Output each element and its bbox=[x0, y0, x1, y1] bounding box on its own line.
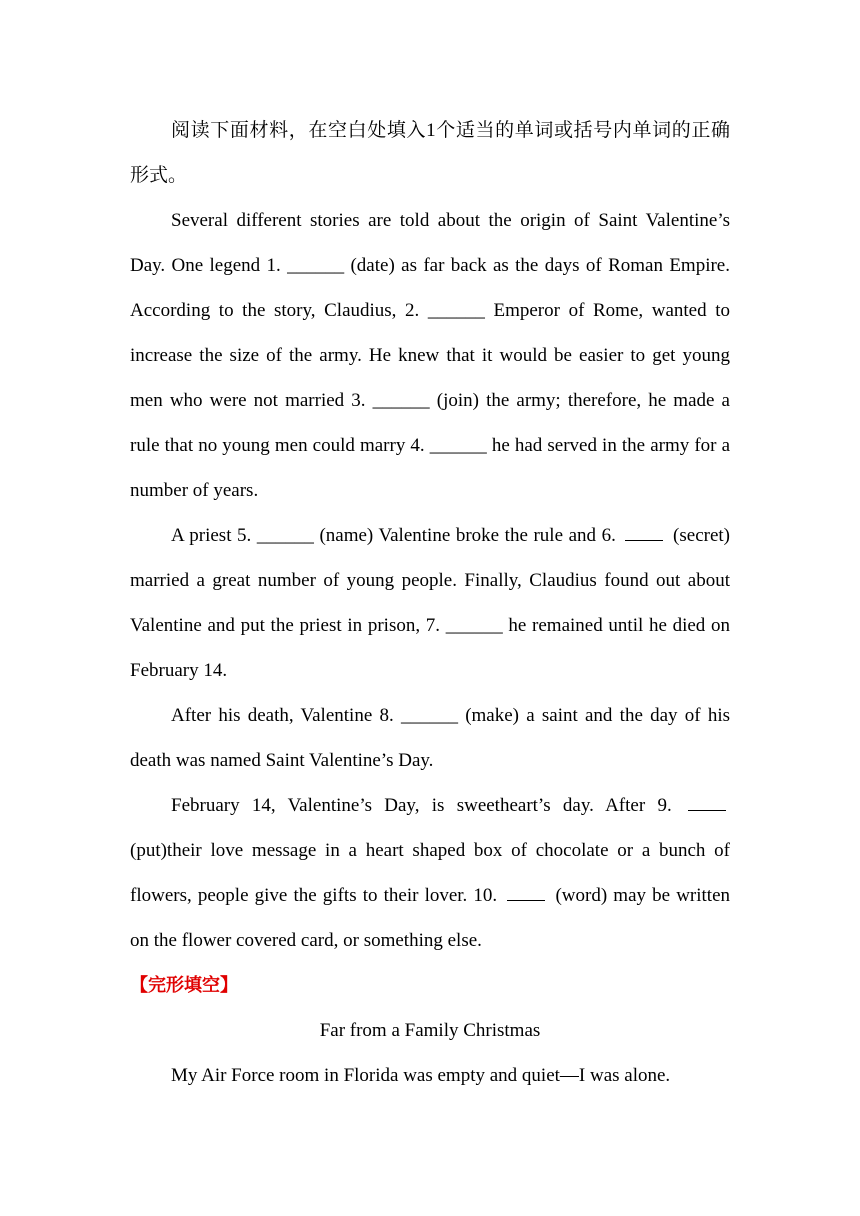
passage-paragraph-2 bbox=[130, 513, 730, 693]
paragraph-text: (secret) married a great number of young people. Finally, Claudius found out about Valentine and put the priest in prison, 7. ______ he remained until he died on February 14. bbox=[130, 525, 731, 681]
document-page bbox=[130, 108, 730, 1098]
paragraph-text: (word) may be written on the flower covered card, or something else. bbox=[130, 885, 731, 951]
paragraph-text: February 14, Valentine’s Day, is sweetheart’s day. After 9. bbox=[171, 795, 672, 816]
answer-blank-6[interactable] bbox=[625, 526, 663, 541]
passage-2-paragraph-1: My Air Force room in Florida was empty and quiet—I was alone. bbox=[171, 1065, 671, 1086]
passage-paragraph-3: After his death, Valentine 8. ______ (make) a saint and the day of his death was named Saint Valentine’s Day. bbox=[130, 705, 730, 771]
answer-blank-9[interactable] bbox=[688, 796, 726, 811]
answer-blank-10[interactable] bbox=[507, 886, 545, 901]
paragraph-text: A priest 5. ______ (name) Valentine broke the rule and 6. bbox=[171, 525, 616, 546]
passage-paragraph-4 bbox=[130, 783, 730, 963]
section-label-cloze: 【完形填空】 bbox=[130, 975, 238, 996]
instructions: 阅读下面材料，在空白处填入1个适当的单词或括号内单词的正确形式。 bbox=[130, 120, 730, 186]
passage-paragraph-1: Several different stories are told about the origin of Saint Valentine’s Day. One legend 1. ______ (date) as far back as the days of Roman Empire. According to the story, Claudius, 2. ______ Emperor of Rome, wanted to increase the size of the army. He knew that it would be easier to get young men who were not married 3. ______ (join) the army; therefore, he made a rule that no young men could marry 4. ______ he had served in the army for a number of years. bbox=[130, 210, 730, 501]
passage-title: Far from a Family Christmas bbox=[319, 1020, 541, 1041]
paragraph-text: (put)their love message in a heart shaped box of chocolate or a bunch of flowers, people give the gifts to their lover. 10. bbox=[130, 840, 730, 906]
